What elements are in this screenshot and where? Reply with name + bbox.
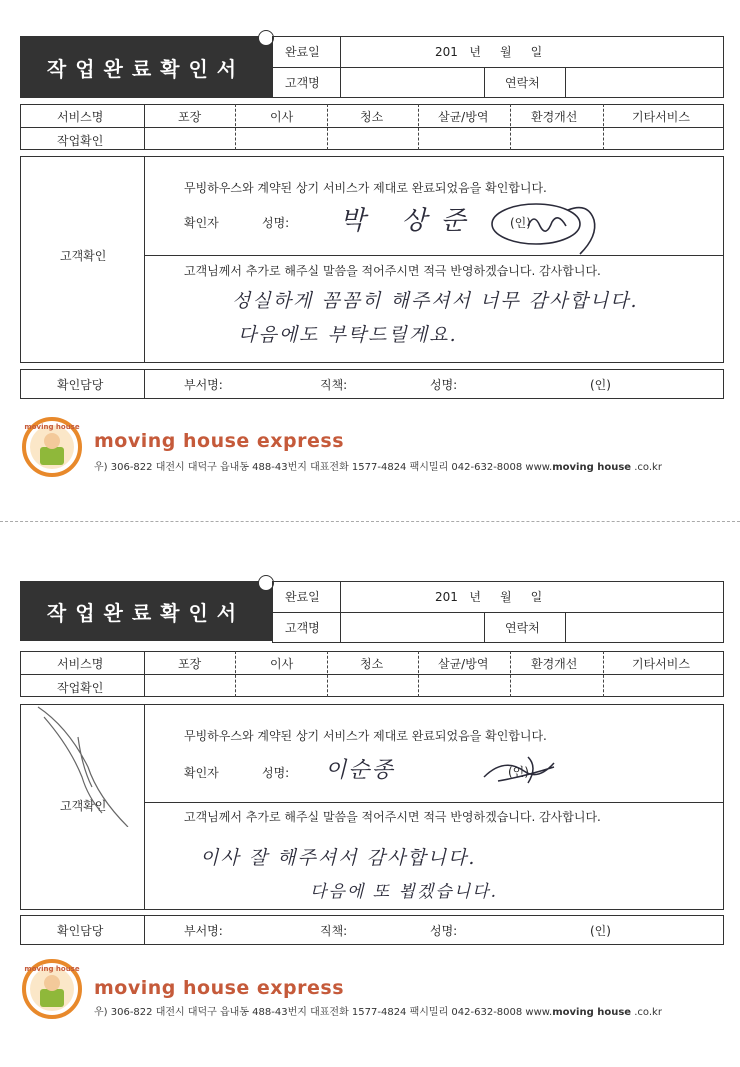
moving-house-logo <box>22 959 82 1019</box>
form-title: 작업완료확인서 <box>20 36 272 98</box>
confirm-statement: 무빙하우스와 계약된 상기 서비스가 제대로 완료되었음을 확인합니다. <box>184 181 547 195</box>
staff-label: 확인담당 <box>57 924 104 938</box>
company-address: 우) 306-822 대전시 대덕구 읍내동 488-43번지 대표전화 1577-4824 팩시밀리 042-632-8008 www.moving house .co.kr <box>94 1007 662 1018</box>
staff-confirm-box <box>20 915 724 945</box>
service-environment[interactable]: 환경개선 <box>531 657 578 671</box>
signature-scribble <box>488 190 608 260</box>
service-disinfection[interactable]: 살균/방역 <box>438 110 489 124</box>
work-completion-form-2 <box>0 547 740 1067</box>
service-other[interactable]: 기타서비스 <box>632 657 690 671</box>
customer-comment-line-1[interactable]: 이사 잘 해주셔서 감사합니다. <box>200 847 477 869</box>
signature-scribble <box>478 751 568 791</box>
contact-label: 연락처 <box>505 76 540 90</box>
staff-label: 확인담당 <box>57 378 104 392</box>
handwritten-name[interactable]: 박 상준 <box>340 206 480 236</box>
service-packing[interactable]: 포장 <box>178 110 202 124</box>
brand-name: moving house express <box>94 977 345 999</box>
customer-comment-line-1[interactable]: 성실하게 꼼꼼히 해주셔서 너무 감사합니다. <box>232 290 639 312</box>
customer-comment-line-2[interactable]: 다음에 또 뵙겠습니다. <box>310 882 499 902</box>
moving-house-logo <box>22 417 82 477</box>
work-check-label: 작업확인 <box>57 134 104 148</box>
form-title: 작업완료확인서 <box>20 581 272 641</box>
company-address: 우) 306-822 대전시 대덕구 읍내동 488-43번지 대표전화 1577-4824 팩시밀리 042-632-8008 www.moving house .co.kr <box>94 462 662 473</box>
customer-name-label: 고객명 <box>285 621 320 635</box>
customer-name-label: 고객명 <box>285 76 320 90</box>
dept-label: 부서명: <box>184 378 223 392</box>
confirmer-name-label: 성명: <box>262 216 290 230</box>
completion-date-value[interactable]: 201 년 월 일 <box>435 590 543 604</box>
position-label: 직책: <box>320 378 348 392</box>
customer-comment-line-2[interactable]: 다음에도 부탁드릴게요. <box>238 324 458 346</box>
service-name-label: 서비스명 <box>57 657 104 671</box>
service-disinfection[interactable]: 살균/방역 <box>438 657 489 671</box>
pen-scribble <box>30 697 130 827</box>
service-moving[interactable]: 이사 <box>270 657 294 671</box>
staff-name-label: 성명: <box>430 378 458 392</box>
customer-confirm-label: 고객확인 <box>60 249 107 263</box>
staff-seal: (인) <box>590 924 611 938</box>
work-check-label: 작업확인 <box>57 681 104 695</box>
confirmer-name-label: 성명: <box>262 766 290 780</box>
brand-name: moving house express <box>94 430 345 452</box>
position-label: 직책: <box>320 924 348 938</box>
service-cleaning[interactable]: 청소 <box>360 110 384 124</box>
confirmer-label: 확인자 <box>184 766 219 780</box>
service-cleaning[interactable]: 청소 <box>360 657 384 671</box>
logo-text: moving house <box>24 965 80 973</box>
comment-prompt: 고객님께서 추가로 해주실 말씀을 적어주시면 적극 반영하겠습니다. 감사합니다. <box>184 810 601 824</box>
staff-name-label: 성명: <box>430 924 458 938</box>
completion-date-label: 완료일 <box>285 590 320 604</box>
service-environment[interactable]: 환경개선 <box>531 110 578 124</box>
service-moving[interactable]: 이사 <box>270 110 294 124</box>
seal-mark: (인) <box>510 216 531 230</box>
completion-date-value[interactable]: 201 년 월 일 <box>435 45 543 59</box>
seal-mark: (인) <box>508 765 529 779</box>
handwritten-name[interactable]: 이순종 <box>325 758 395 783</box>
service-name-label: 서비스명 <box>57 110 104 124</box>
confirm-statement: 무빙하우스와 계약된 상기 서비스가 제대로 완료되었음을 확인합니다. <box>184 729 547 743</box>
dept-label: 부서명: <box>184 924 223 938</box>
customer-confirm-label: 고객확인 <box>60 799 107 813</box>
staff-seal: (인) <box>590 378 611 392</box>
comment-prompt: 고객님께서 추가로 해주실 말씀을 적어주시면 적극 반영하겠습니다. 감사합니다. <box>184 264 601 278</box>
service-packing[interactable]: 포장 <box>178 657 202 671</box>
contact-label: 연락처 <box>505 621 540 635</box>
service-other[interactable]: 기타서비스 <box>632 110 690 124</box>
form-separator <box>0 521 740 522</box>
work-completion-form-1 <box>0 0 740 520</box>
staff-confirm-box <box>20 369 724 399</box>
confirmer-label: 확인자 <box>184 216 219 230</box>
completion-date-label: 완료일 <box>285 45 320 59</box>
logo-text: moving house <box>24 423 80 431</box>
